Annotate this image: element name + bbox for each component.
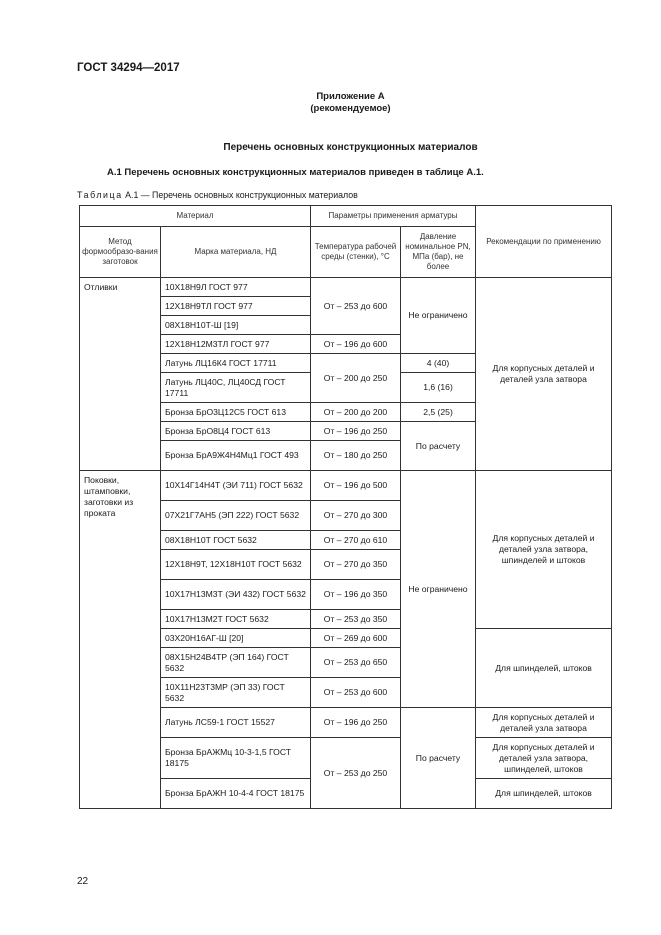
recommendation-cell: Для шпинделей, штоков bbox=[476, 779, 612, 809]
header-temperature: Температура рабочей среды (стенки), °С bbox=[311, 227, 401, 278]
header-pressure: Давление номинальное PN, МПа (бар), не более bbox=[401, 227, 476, 278]
grade-cell: Бронза БрАЖН 10-4-4 ГОСТ 18175 bbox=[161, 779, 311, 809]
grade-cell: Латунь ЛЦ40С, ЛЦ40СД ГОСТ 17711 bbox=[161, 373, 311, 403]
table-caption-label: Таблица bbox=[77, 190, 123, 200]
temperature-cell: От – 270 до 300 bbox=[311, 501, 401, 531]
recommendation-cell: Для шпинделей, штоков bbox=[476, 629, 612, 708]
grade-cell: Бронза БрАЖМц 10-3-1,5 ГОСТ 18175 bbox=[161, 738, 311, 779]
pressure-cell: 1,6 (16) bbox=[401, 373, 476, 403]
pressure-cell: 4 (40) bbox=[401, 354, 476, 373]
grade-cell: 10Х11Н23Т3МР (ЭП 33) ГОСТ 5632 bbox=[161, 678, 311, 708]
temperature-cell: От – 196 до 600 bbox=[311, 335, 401, 354]
pressure-cell: 2,5 (25) bbox=[401, 403, 476, 422]
grade-cell: 08Х15Н24В4ТР (ЭП 164) ГОСТ 5632 bbox=[161, 648, 311, 678]
temperature-cell: От – 196 до 250 bbox=[311, 422, 401, 441]
grade-cell: 03Х20Н16АГ-Ш [20] bbox=[161, 629, 311, 648]
temperature-cell: От – 180 до 250 bbox=[311, 441, 401, 471]
grade-cell: Бронза БрО8Ц4 ГОСТ 613 bbox=[161, 422, 311, 441]
table-caption-text: А.1 — Перечень основных конструкционных материалов bbox=[122, 190, 358, 200]
annex-subtitle: (рекомендуемое) bbox=[310, 103, 391, 114]
materials-table bbox=[79, 205, 612, 809]
temperature-cell: От – 253 до 350 bbox=[311, 610, 401, 629]
header-recommendations: Рекомендации по применению bbox=[476, 206, 612, 278]
grade-cell: 12Х18Н9Т, 12Х18Н10Т ГОСТ 5632 bbox=[161, 550, 311, 580]
temperature-cell: От – 200 до 250 bbox=[311, 354, 401, 403]
page-number: 22 bbox=[77, 876, 89, 887]
temperature-cell: От – 200 до 200 bbox=[311, 403, 401, 422]
grade-cell: 10Х14Г14Н4Т (ЭИ 711) ГОСТ 5632 bbox=[161, 471, 311, 501]
table-row bbox=[80, 471, 612, 501]
header-params: Параметры применения арматуры bbox=[311, 206, 476, 227]
grade-cell: 12Х18Н12М3ТЛ ГОСТ 977 bbox=[161, 335, 311, 354]
grade-cell: 10Х18Н9Л ГОСТ 977 bbox=[161, 278, 311, 297]
grade-cell: 08Х18Н10Т ГОСТ 5632 bbox=[161, 531, 311, 550]
grade-cell: Бронза БрА9Ж4Н4Мц1 ГОСТ 493 bbox=[161, 441, 311, 471]
grade-cell: 12Х18Н9ТЛ ГОСТ 977 bbox=[161, 297, 311, 316]
temperature-cell: От – 253 до 600 bbox=[311, 278, 401, 335]
temperature-cell: От – 253 до 250 bbox=[311, 738, 401, 809]
table-header-row-1 bbox=[80, 206, 612, 227]
pressure-cell: По расчету bbox=[401, 708, 476, 809]
method-castings: Отливки bbox=[80, 278, 161, 471]
method-forgings: Поковки, штамповки, заготовки из проката bbox=[80, 471, 161, 809]
grade-cell: 10Х17Н13М2Т ГОСТ 5632 bbox=[161, 610, 311, 629]
grade-cell: Латунь ЛС59-1 ГОСТ 15527 bbox=[161, 708, 311, 738]
section-heading: Перечень основных конструкционных материалов bbox=[223, 142, 478, 153]
recommendation-cell: Для корпусных деталей и деталей узла затвора, шпинделей и штоков bbox=[476, 471, 612, 629]
annex-heading bbox=[0, 91, 661, 115]
pressure-cell: По расчету bbox=[401, 422, 476, 471]
temperature-cell: От – 196 до 250 bbox=[311, 708, 401, 738]
temperature-cell: От – 269 до 600 bbox=[311, 629, 401, 648]
section-subheading: А.1 Перечень основных конструкционных материалов приведен в таблице А.1. bbox=[107, 167, 484, 178]
recommendation-cell: Для корпусных деталей и деталей узла затвора, шпинделей, штоков bbox=[476, 738, 612, 779]
annex-title: Приложение А bbox=[316, 91, 385, 102]
temperature-cell: От – 270 до 350 bbox=[311, 550, 401, 580]
table-row bbox=[80, 278, 612, 297]
header-grade: Марка материала, НД bbox=[161, 227, 311, 278]
grade-cell: 07Х21Г7АН5 (ЭП 222) ГОСТ 5632 bbox=[161, 501, 311, 531]
grade-cell: 10Х17Н13М3Т (ЭИ 432) ГОСТ 5632 bbox=[161, 580, 311, 610]
temperature-cell: От – 196 до 350 bbox=[311, 580, 401, 610]
temperature-cell: От – 196 до 500 bbox=[311, 471, 401, 501]
recommendation-cell: Для корпусных деталей и деталей узла затвора bbox=[476, 278, 612, 471]
recommendation-cell: Для корпусных деталей и деталей узла затвора bbox=[476, 708, 612, 738]
temperature-cell: От – 253 до 650 bbox=[311, 648, 401, 678]
grade-cell: 08Х18Н10Т-Ш [19] bbox=[161, 316, 311, 335]
pressure-cell: Не ограничено bbox=[401, 471, 476, 708]
header-method: Метод формообразо-вания заготовок bbox=[80, 227, 161, 278]
header-material: Материал bbox=[80, 206, 311, 227]
grade-cell: Латунь ЛЦ16К4 ГОСТ 17711 bbox=[161, 354, 311, 373]
temperature-cell: От – 253 до 600 bbox=[311, 678, 401, 708]
grade-cell: Бронза БрО3Ц12С5 ГОСТ 613 bbox=[161, 403, 311, 422]
table-caption bbox=[77, 190, 358, 200]
pressure-cell: Не ограничено bbox=[401, 278, 476, 354]
temperature-cell: От – 270 до 610 bbox=[311, 531, 401, 550]
document-id: ГОСТ 34294—2017 bbox=[77, 62, 180, 74]
